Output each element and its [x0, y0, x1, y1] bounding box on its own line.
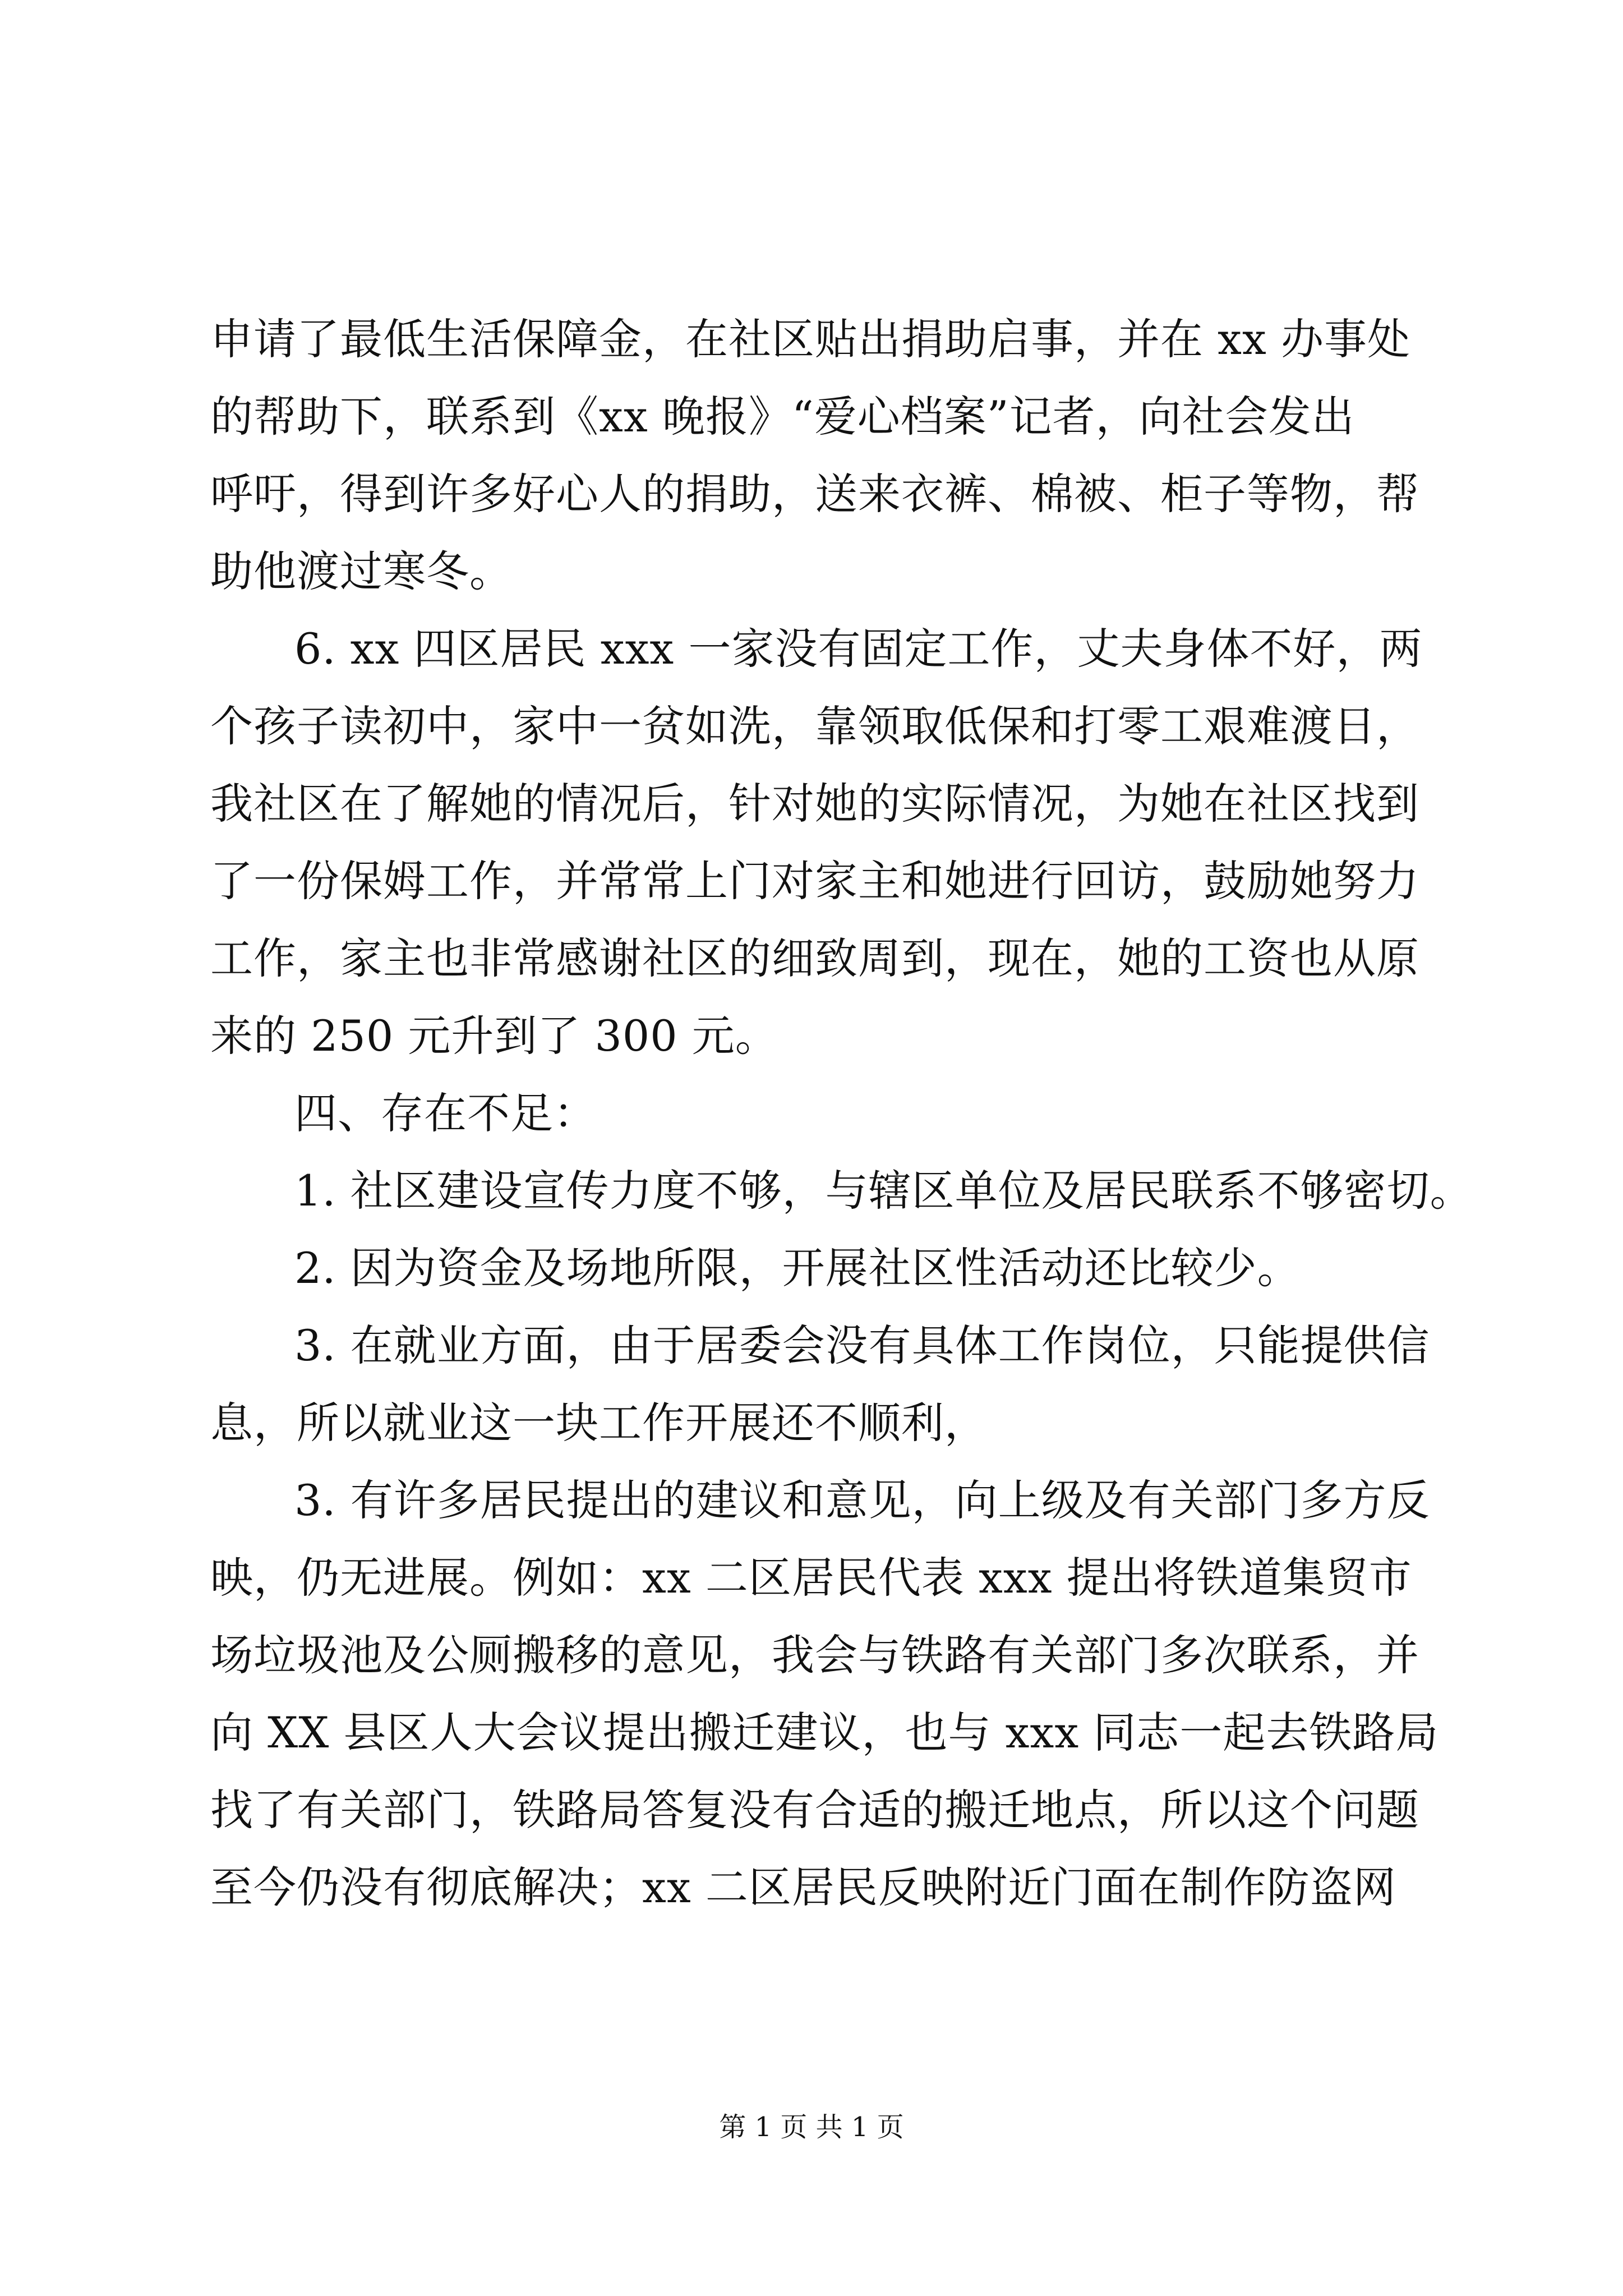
body-line: 场垃圾池及公厕搬移的意见，我会与铁路有关部门多次联系，并	[210, 1630, 1419, 1680]
list-item: 1. 社区建设宣传力度不够，与辖区单位及居民联系不够密切。	[294, 1166, 1473, 1216]
page-footer: 第 1 页 共 1 页	[719, 2111, 904, 2143]
body-line: 个孩子读初中，家中一贫如洗，靠领取低保和打零工艰难渡日，	[210, 701, 1419, 751]
section-heading: 四、存在不足：	[294, 1088, 597, 1138]
body-line: 申请了最低生活保障金，在社区贴出捐助启事，并在 xx 办事处	[210, 314, 1411, 364]
list-item: 3. 在就业方面，由于居委会没有具体工作岗位，只能提供信	[294, 1320, 1430, 1370]
body-line: 息，所以就业这一块工作开展还不顺利，	[210, 1398, 988, 1448]
body-line: 呼吁，得到许多好心人的捐助，送来衣裤、棉被、柜子等物，帮	[210, 469, 1419, 519]
list-item: 3. 有许多居民提出的建议和意见，向上级及有关部门多方反	[294, 1475, 1430, 1525]
body-line: 我社区在了解她的情况后，针对她的实际情况，为她在社区找到	[210, 779, 1419, 829]
list-item: 2. 因为资金及场地所限，开展社区性活动还比较少。	[294, 1243, 1301, 1293]
body-line: 的帮助下，联系到《xx 晚报》“爱心档案”记者，向社会发出	[210, 392, 1355, 441]
body-line: 至今仍没有彻底解决；xx 二区居民反映附近门面在制作防盗网	[210, 1862, 1396, 1912]
body-line: 工作，家主也非常感谢社区的细致周到，现在，她的工资也从原	[210, 933, 1419, 983]
body-line: 助他渡过寒冬。	[210, 546, 513, 596]
body-line: 映，仍无进展。例如：xx 二区居民代表 xxx 提出将铁道集贸市	[210, 1553, 1412, 1603]
body-line: 来的 250 元升到了 300 元。	[210, 1011, 778, 1061]
body-line: 了一份保姆工作，并常常上门对家主和她进行回访，鼓励她努力	[210, 856, 1419, 906]
body-line: 找了有关部门，铁路局答复没有合适的搬迁地点，所以这个问题	[210, 1785, 1419, 1835]
paragraph-first-line: 6. xx 四区居民 xxx 一家没有固定工作，丈夫身体不好，两	[294, 624, 1423, 674]
body-line: 向 XX 县区人大会议提出搬迁建议，也与 xxx 同志一起去铁路局	[210, 1708, 1439, 1757]
